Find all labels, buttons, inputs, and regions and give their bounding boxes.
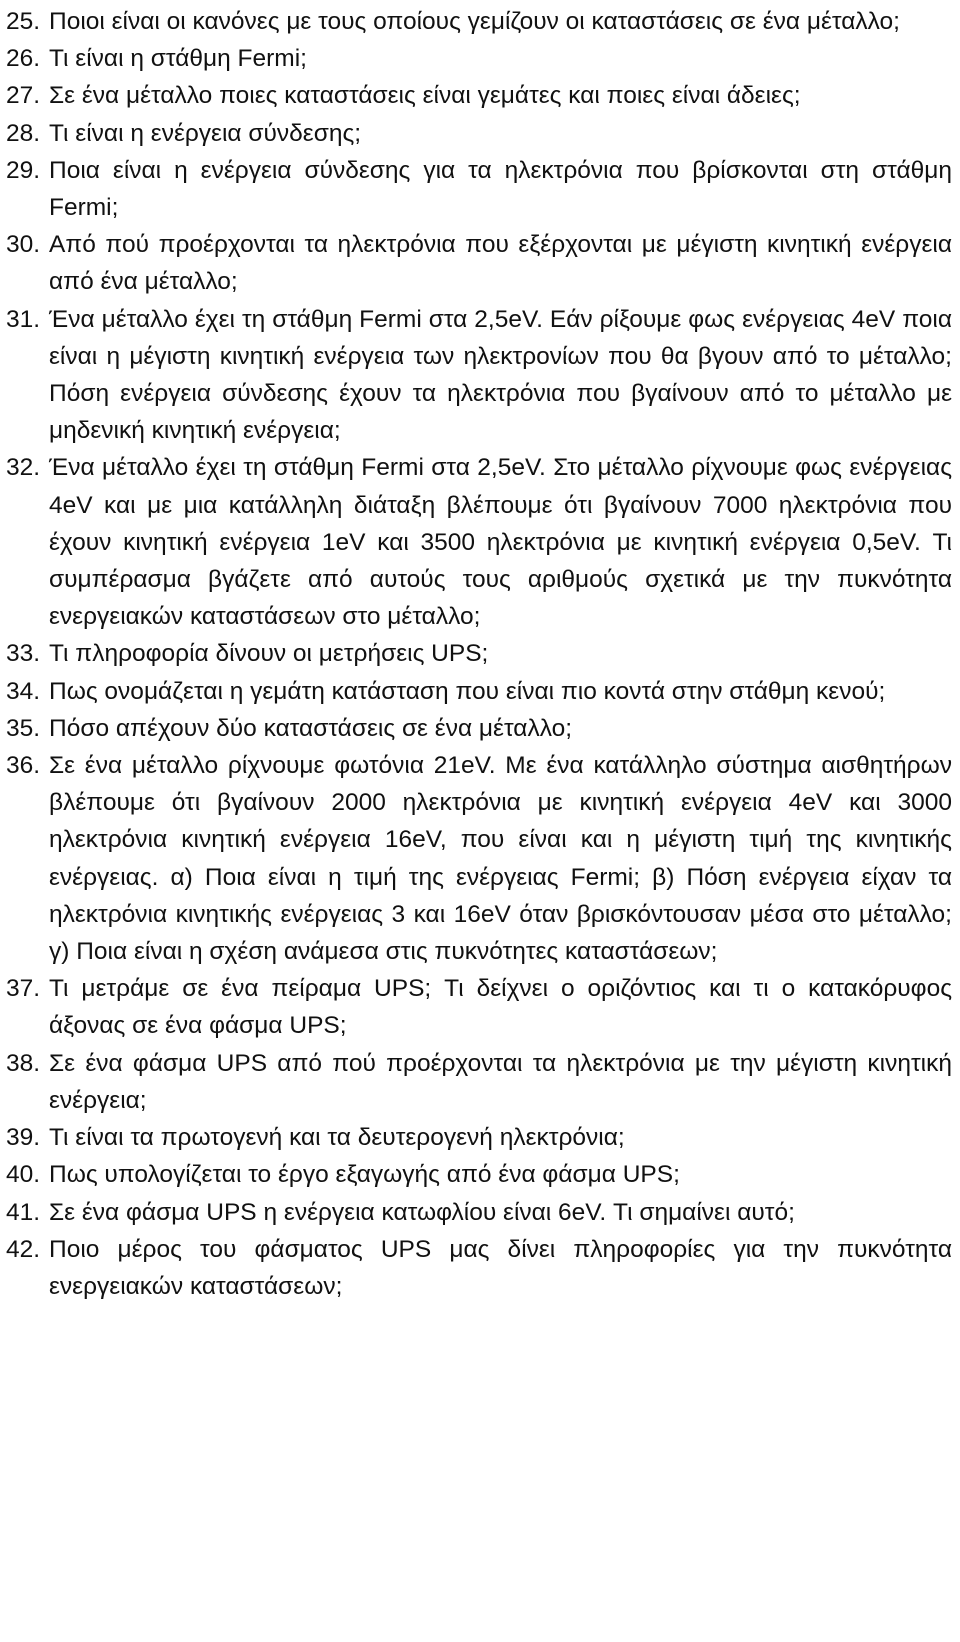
question-item bbox=[6, 1045, 952, 1119]
question-number: 33. bbox=[6, 640, 41, 668]
question-text: Τι μετράμε σε ένα πείραμα UPS; Τι δείχνει ο οριζόντιος και τι ο κατακόρυφος άξονας σε ένα φάσμα UPS; bbox=[49, 975, 952, 1040]
question-number: 28. bbox=[6, 119, 41, 147]
question-text: Πως υπολογίζεται το έργο εξαγωγής από ένα φάσμα UPS; bbox=[49, 1161, 680, 1189]
question-text: Ένα μέταλλο έχει τη στάθμη Fermi στα 2,5eV. Εάν ρίξουμε φως ενέργειας 4eV ποια είναι η μέγιστη κινητική ενέργεια των ηλεκτρονίων που θα βγουν από το μέταλλο; Πόση ενέργεια σύνδεσης έχουν τα ηλεκτρόνια που βγαίνουν από το μέταλλο με μηδενική κινητική ενέργεια; bbox=[49, 305, 952, 445]
question-item bbox=[6, 673, 952, 710]
question-item bbox=[6, 301, 952, 450]
question-item bbox=[6, 635, 952, 672]
question-item bbox=[6, 115, 952, 152]
question-number: 35. bbox=[6, 714, 41, 742]
question-number: 32. bbox=[6, 454, 41, 482]
question-item bbox=[6, 1231, 952, 1305]
question-number: 25. bbox=[6, 8, 41, 35]
question-text: Ποιο μέρος του φάσματος UPS μας δίνει πληροφορίες για την πυκνότητα ενεργειακών καταστάσεων; bbox=[49, 1235, 952, 1300]
question-number: 37. bbox=[6, 975, 41, 1003]
question-list bbox=[6, 3, 952, 1305]
question-text: Τι είναι η στάθμη Fermi; bbox=[49, 45, 307, 73]
question-item bbox=[6, 1194, 952, 1231]
question-text: Τι είναι η ενέργεια σύνδεσης; bbox=[49, 119, 362, 147]
question-item bbox=[6, 40, 952, 77]
question-text: Τι είναι τα πρωτογενή και τα δευτερογενή ηλεκτρόνια; bbox=[49, 1124, 625, 1152]
question-number: 30. bbox=[6, 231, 41, 259]
question-number: 26. bbox=[6, 45, 41, 73]
question-number: 27. bbox=[6, 82, 41, 110]
question-item bbox=[6, 77, 952, 114]
question-text: Σε ένα μέταλλο ρίχνουμε φωτόνια 21eV. Με ένα κατάλληλο σύστημα αισθητήρων βλέπουμε ότι βγαίνουν 2000 ηλεκτρόνια με κινητική ενέργεια 4eV και 3000 ηλεκτρόνια κινητική ενέργεια 16eV, που είναι και η μέγιστη τιμή της κινητικής ενέργειας. α) Ποια είναι η τιμή της ενέργειας Fermi; β) Πόση ενέργεια είχαν τα ηλεκτρόνια κινητικής ενέργειας 3 και 16eV όταν βρισκόντουσαν μέσα στο μέταλλο; γ) Ποια είναι η σχέση ανάμεσα στις πυκνότητες καταστάσεων; bbox=[49, 752, 952, 966]
question-number: 39. bbox=[6, 1124, 41, 1152]
question-item bbox=[6, 970, 952, 1044]
question-number: 31. bbox=[6, 305, 41, 333]
question-text: Από πού προέρχονται τα ηλεκτρόνια που εξέρχονται με μέγιστη κινητική ενέργεια από ένα μέταλλο; bbox=[49, 231, 952, 296]
question-number: 40. bbox=[6, 1161, 41, 1189]
question-item bbox=[6, 449, 952, 635]
question-number: 42. bbox=[6, 1235, 41, 1263]
question-item bbox=[6, 226, 952, 300]
question-text: Ποιοι είναι οι κανόνες με τους οποίους γεμίζουν οι καταστάσεις σε ένα μέταλλο; bbox=[49, 8, 900, 35]
question-number: 41. bbox=[6, 1198, 41, 1226]
question-text: Σε ένα μέταλλο ποιες καταστάσεις είναι γεμάτες και ποιες είναι άδειες; bbox=[49, 82, 801, 110]
question-text: Ποια είναι η ενέργεια σύνδεσης για τα ηλεκτρόνια που βρίσκονται στη στάθμη Fermi; bbox=[49, 156, 952, 222]
question-text: Ένα μέταλλο έχει τη στάθμη Fermi στα 2,5eV. Στο μέταλλο ρίχνουμε φως ενέργειας 4eV και με μια κατάλληλη διάταξη βλέπουμε ότι βγαίνουν 7000 ηλεκτρόνια που έχουν κινητική ενέργεια 1eV και 3500 ηλεκτρόνια με κινητική ενέργεια 0,5eV. Τι συμπέρασμα βγάζετε από αυτούς τους αριθμούς σχετικά με την πυκνότητα ενεργειακών καταστάσεων στο μέταλλο; bbox=[49, 454, 952, 631]
question-number: 38. bbox=[6, 1049, 41, 1077]
question-number: 34. bbox=[6, 677, 41, 705]
question-text: Σε ένα φάσμα UPS η ενέργεια κατωφλίου είναι 6eV. Τι σημαίνει αυτό; bbox=[49, 1198, 795, 1226]
question-item bbox=[6, 1119, 952, 1156]
question-item bbox=[6, 3, 952, 40]
question-item bbox=[6, 152, 952, 226]
question-item bbox=[6, 710, 952, 747]
question-item bbox=[6, 1156, 952, 1193]
question-text: Σε ένα φάσμα UPS από πού προέρχονται τα ηλεκτρόνια με την μέγιστη κινητική ενέργεια; bbox=[49, 1049, 952, 1114]
question-text: Πόσο απέχουν δύο καταστάσεις σε ένα μέταλλο; bbox=[49, 714, 573, 742]
question-text: Πως ονομάζεται η γεμάτη κατάσταση που είναι πιο κοντά στην στάθμη κενού; bbox=[49, 677, 886, 705]
question-number: 36. bbox=[6, 752, 41, 780]
question-number: 29. bbox=[6, 156, 41, 184]
question-item bbox=[6, 747, 952, 970]
question-text: Τι πληροφορία δίνουν οι μετρήσεις UPS; bbox=[49, 640, 489, 668]
